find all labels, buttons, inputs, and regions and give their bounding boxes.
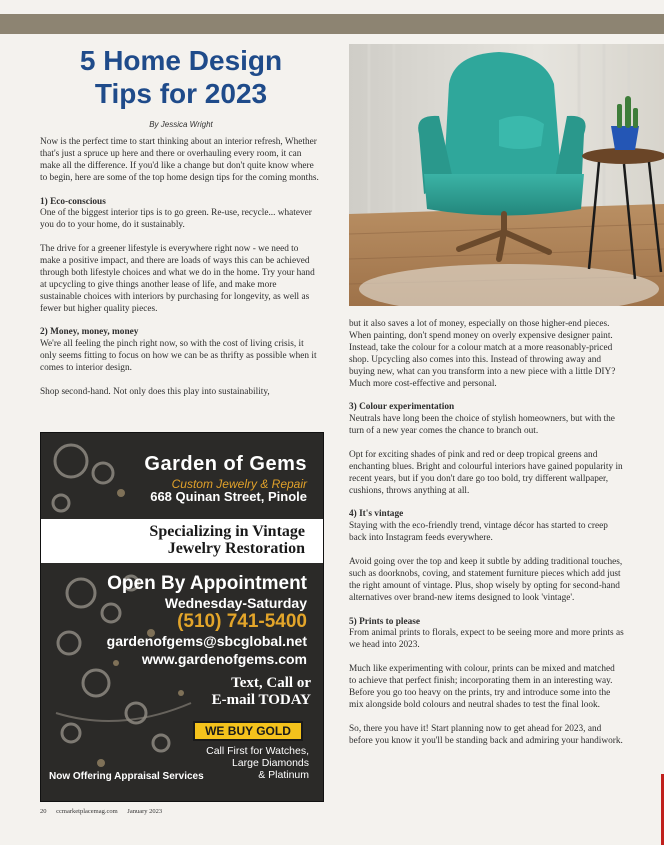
- top-header-bar: [0, 14, 664, 34]
- ad-watches-line-3: & Platinum: [258, 769, 309, 781]
- heading-vintage: 4) It's vintage: [349, 509, 404, 520]
- ad-specializing-line-1: Specializing in Vintage: [149, 523, 305, 540]
- ad-watches-line-2: Large Diamonds: [231, 757, 309, 769]
- title-line-1: 5 Home Design: [79, 45, 283, 76]
- ad-watches-line-1: Call First for Watches,: [206, 745, 309, 757]
- title-line-2: Tips for 2023: [94, 78, 268, 109]
- colour-paragraph-2: Opt for exciting shades of pink and red or deep tropical greens and enchanting blues. Bright and colourful interiors have gained popularity in recent years, but if you don't dare go too bold, try different wallpaper, cushions, throws anything at all.: [349, 449, 623, 496]
- heading-eco-conscious: 1) Eco-conscious: [40, 196, 106, 207]
- vintage-paragraph-2: Avoid going over the top and keep it subtle by adding traditional touches, such as doorknobs, coving, and statement furniture pieces which add just the right amount of vintage. Plus, shop wisely by opting for second-hand alternatives over brand-new items designed to look 'vintage'.: [349, 557, 623, 603]
- right-column: [349, 319, 624, 759]
- heading-colour: 3) Colour experimentation: [349, 402, 455, 413]
- prints-paragraph-2: Much like experimenting with colour, prints can be mixed and matched to achieve that perfect finish; incorporating them in an interesting way. Before you go too heavy on the prints, try and introduce some into the mix alongside bold colours and neutral shades to test the final look.: [349, 664, 615, 710]
- byline: By Jessica Wright: [149, 120, 213, 129]
- armchair-photo: [349, 44, 664, 306]
- footer-site[interactable]: ccmarketplacemag.com: [56, 808, 118, 815]
- ad-address: 668 Quinan Street, Pinole: [150, 489, 307, 504]
- ad-website[interactable]: www.gardenofgems.com: [141, 651, 307, 667]
- intro-paragraph: Now is the perfect time to start thinking about an interior refresh, Whether that's just a spruce up here and there or overhauling every room, it can make all the difference. If you'd like a change but don't quite know where to begin, here are some of the top home design tips for the coming months.: [40, 137, 319, 183]
- ad-business-name: Garden of Gems: [144, 453, 307, 475]
- page-number: 20: [40, 808, 47, 815]
- vintage-paragraph-1: Staying with the eco-friendly trend, vintage décor has started to creep back into Instagram feeds everywhere.: [349, 521, 608, 544]
- money-paragraph-2: Shop second-hand. Not only does this play into sustainability,: [40, 386, 270, 397]
- ad-call-line-2: E-mail TODAY: [211, 692, 311, 708]
- footer-issue: January 2023: [127, 808, 163, 815]
- we-buy-gold-badge: WE BUY GOLD: [193, 721, 303, 741]
- colour-paragraph-1: Neutrals have long been the choice of stylish homeowners, but with the turn of a new year comes the chance to branch out.: [349, 414, 615, 437]
- ad-phone[interactable]: (510) 741-5400: [177, 611, 307, 632]
- eco-paragraph-2: The drive for a greener lifestyle is everywhere right now - we need to make a positive impact, and there are loads of ways this can be achieved through both lifestyle choices and what we do in the home. Try your hand at upcycling to give things another lease of life, and make more sustainable choices with interiors by purchasing for longevity, as well as fewer but higher quality pieces.: [40, 244, 315, 314]
- ad-appraisal-services: Now Offering Appraisal Services: [49, 771, 204, 782]
- prints-paragraph-1: From animal prints to florals, expect to be seeing more and more prints as we head into 2023.: [349, 628, 624, 651]
- ad-days: Wednesday-Saturday: [164, 595, 307, 611]
- left-column: [40, 137, 320, 411]
- eco-paragraph-1: One of the biggest interior tips is to go green. Re-use, recycle... whatever you do to your home, do it sustainably.: [40, 208, 312, 231]
- money-paragraph-1: We're all feeling the pinch right now, so with the cost of living crisis, it only seems fitting to focus on how we can be as thrifty as possible when it comes to interior design.: [40, 339, 317, 374]
- ad-tagline: Custom Jewelry & Repair: [171, 477, 307, 491]
- page-footer: [40, 808, 170, 815]
- heading-prints: 5) Prints to please: [349, 616, 421, 627]
- ad-call-line-1: Text, Call or: [231, 675, 311, 691]
- ad-open-by-appointment: Open By Appointment: [107, 573, 307, 594]
- article-title: [40, 44, 322, 110]
- garden-of-gems-ad[interactable]: [40, 432, 324, 802]
- closing-paragraph: So, there you have it! Start planning now to get ahead for 2023, and before you know it you'll be standing back and admiring your handiwork.: [349, 723, 623, 746]
- ad-email[interactable]: gardenofgems@sbcglobal.net: [106, 633, 307, 649]
- ad-specializing-line-2: Jewelry Restoration: [167, 540, 305, 557]
- money-paragraph-3: but it also saves a lot of money, especially on those higher-end pieces. When painting, don't spend money on overly expensive designer paint. Instead, take the colour for a colour match at a more reasonably-priced shop. Upcycling also comes into this. Instead of throwing away and buying new, what can you transform into a new piece with a little DIY? Much more cost-effective and personal.: [349, 319, 616, 389]
- heading-money: 2) Money, money, money: [40, 327, 139, 338]
